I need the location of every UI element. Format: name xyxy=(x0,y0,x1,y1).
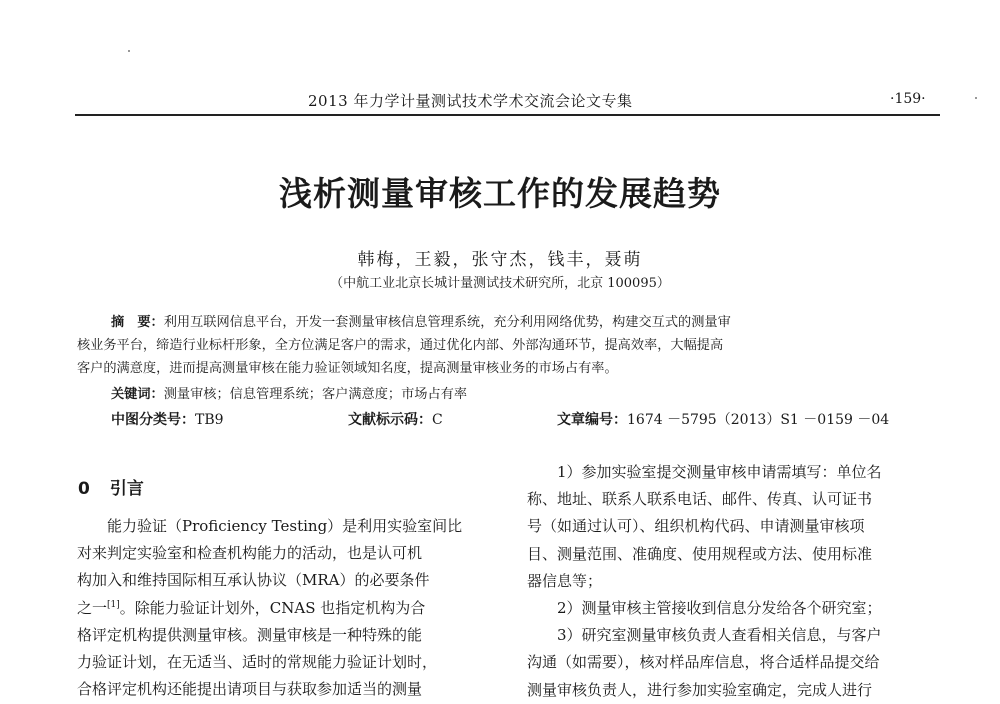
body-line: 力验证计划，在无适当、适时的常规能力验证计划时， xyxy=(77,652,438,671)
scan-speck xyxy=(128,50,130,52)
citation-ref: [1] xyxy=(107,599,120,610)
body-line: 格评定机构提供测量审核。测量审核是一种特殊的能 xyxy=(77,625,423,644)
article-value: 1674 －5795（2013）S1 －0159 －04 xyxy=(627,412,890,428)
doc-value: C xyxy=(432,412,443,428)
affiliation: （中航工业北京长城计量测试技术研究所，北京 100095） xyxy=(330,276,670,291)
paper-title: 浅析测量审核工作的发展趋势 xyxy=(279,174,721,213)
body-line: 器信息等； xyxy=(527,571,603,590)
left-column xyxy=(77,513,489,703)
body-line xyxy=(77,595,489,622)
clc-label: 中图分类号： xyxy=(111,412,195,428)
body-text: 。除能力验证计划外，CNAS 也指定机构为合 xyxy=(119,598,426,617)
body-line: 1）参加实验室提交测量审核申请需填写：单位名 xyxy=(527,463,882,481)
abstract xyxy=(77,311,941,380)
body-line: 3）研究室测量审核负责人查看相关信息，与客户 xyxy=(527,626,882,645)
article-number xyxy=(557,409,889,429)
section-heading xyxy=(78,474,144,499)
body-line: 合格评定机构还能提出请项目与获取参加适当的测量 xyxy=(77,680,423,699)
doc-label: 文献标示码： xyxy=(348,412,432,428)
scan-speck xyxy=(975,97,977,99)
body-line: 对来判定实验室和检查机构能力的活动，也是认可机 xyxy=(77,544,423,563)
abstract-label: 摘 要： xyxy=(111,315,164,330)
author-list: 韩梅，王毅，张守杰，钱丰，聂萌 xyxy=(357,250,643,270)
body-line: 称、地址、联系人联系电话、邮件、传真、认可证书 xyxy=(527,490,873,509)
page-number: ·159· xyxy=(890,91,926,107)
body-line: 能力验证（Proficiency Testing）是利用实验室间比 xyxy=(77,517,463,535)
abstract-line: 核业务平台，缔造行业标杆形象，全方位满足客户的需求，通过优化内部、外部沟通环节，提高效率，大幅提高 xyxy=(77,338,724,353)
clc-number xyxy=(111,409,224,429)
abstract-line xyxy=(77,311,941,334)
body-text: 之一 xyxy=(77,598,108,617)
body-line: 目、测量范围、准确度、使用规程或方法、使用标准 xyxy=(527,544,873,563)
body-line: 沟通（如需要），核对样品库信息，将合适样品提交给 xyxy=(527,653,880,672)
body-line: 测量审核负责人，进行参加实验室确定，完成人进行 xyxy=(527,680,873,699)
abstract-text: 利用互联网信息平台，开发一套测量审核信息管理系统，充分利用网络优势，构建交互式的测量审 xyxy=(163,315,731,330)
body-line: 2）测量审核主管接收到信息分发给各个研究室； xyxy=(527,598,882,617)
keywords-label: 关键词： xyxy=(111,387,164,402)
document-code xyxy=(348,409,443,429)
keywords-text: 测量审核；信息管理系统；客户满意度；市场占有率 xyxy=(163,387,468,402)
section-number: 0 xyxy=(78,479,90,499)
section-title: 引言 xyxy=(109,479,144,499)
keywords xyxy=(111,383,467,406)
running-header-journal: 2013 年力学计量测试技术学术交流会论文专集 xyxy=(308,92,633,110)
clc-value: TB9 xyxy=(195,412,224,428)
right-column xyxy=(527,459,943,704)
body-line: 号（如通过认可）、组织机构代码、申请测量审核项 xyxy=(527,517,865,536)
header-rule xyxy=(75,114,940,116)
article-label: 文章编号： xyxy=(557,412,627,428)
abstract-line: 客户的满意度，进而提高测量审核在能力验证领域知名度，提高测量审核业务的市场占有率。 xyxy=(77,361,618,376)
body-line: 构加入和维持国际相互承认协议（MRA）的必要条件 xyxy=(77,571,430,590)
